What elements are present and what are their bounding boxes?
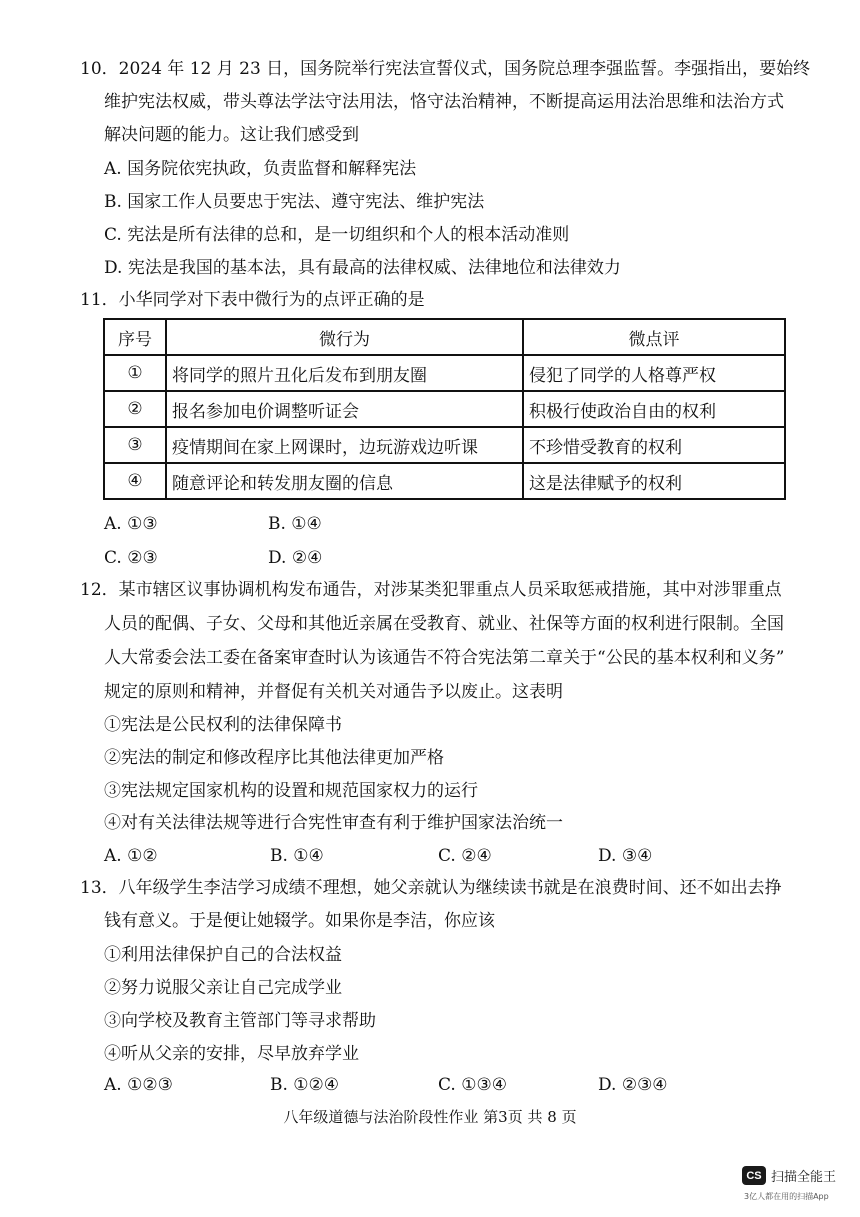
q11-option-c: C. ②③ bbox=[104, 548, 158, 568]
scanner-logo bbox=[742, 1166, 836, 1185]
q12-line-3: 人大常委会法工委在备案审查时认为该通告不符合宪法第二章关于“公民的基本权利和义务” bbox=[104, 648, 785, 668]
q10-line-1: 10．2024 年 12 月 23 日，国务院举行宪法宣誓仪式，国务院总理李强监誓。李强指出，要始终 bbox=[80, 59, 811, 79]
q10-line-2: 维护宪法权威，带头尊法学法守法用法，恪守法治精神，不断提高运用法治思维和法治方式 bbox=[104, 92, 784, 112]
q13-option-b: B. ①②④ bbox=[270, 1075, 340, 1095]
q12-option-a: A. ①② bbox=[104, 846, 158, 866]
q11-option-b: B. ①④ bbox=[268, 514, 322, 534]
table-cell: 报名参加电价调整听证会 bbox=[166, 391, 523, 427]
page-footer: 八年级道德与法治阶段性作业 第3页 共 8 页 bbox=[283, 1108, 577, 1126]
q12-option-c: C. ②④ bbox=[438, 846, 492, 866]
q10-option-c: C. 宪法是所有法律的总和，是一切组织和个人的根本活动准则 bbox=[104, 225, 570, 245]
q12-line-2: 人员的配偶、子女、父母和其他近亲属在受教育、就业、社保等方面的权利进行限制。全国 bbox=[104, 614, 784, 634]
q13-statement-2: ②努力说服父亲让自己完成学业 bbox=[104, 978, 342, 998]
table-cell: 这是法律赋予的权利 bbox=[523, 463, 785, 499]
q13-option-c: C. ①③④ bbox=[438, 1075, 507, 1095]
table-cell: 积极行使政治自由的权利 bbox=[523, 391, 785, 427]
table-cell: ② bbox=[104, 391, 166, 427]
table-cell: 侵犯了同学的人格尊严权 bbox=[523, 355, 785, 391]
table-cell: 将同学的照片丑化后发布到朋友圈 bbox=[166, 355, 523, 391]
table-header: 微行为 bbox=[166, 319, 523, 355]
q12-statement-1: ①宪法是公民权利的法律保障书 bbox=[104, 715, 342, 735]
table-row bbox=[104, 391, 785, 427]
scanner-tagline: 3亿人都在用的扫描App bbox=[744, 1192, 829, 1201]
q11-option-d: D. ②④ bbox=[268, 548, 323, 568]
q12-option-b: B. ①④ bbox=[270, 846, 324, 866]
table-cell: ③ bbox=[104, 427, 166, 463]
table-cell: ④ bbox=[104, 463, 166, 499]
table-cell: ① bbox=[104, 355, 166, 391]
q10-option-a: A. 国务院依宪执政，负责监督和解释宪法 bbox=[104, 159, 417, 179]
scanner-app-name: 扫描全能王 bbox=[771, 1170, 837, 1185]
q10-option-d: D. 宪法是我国的基本法，具有最高的法律权威、法律地位和法律效力 bbox=[104, 258, 621, 278]
table-header: 微点评 bbox=[523, 319, 785, 355]
table-row bbox=[104, 427, 785, 463]
q13-statement-3: ③向学校及教育主管部门等寻求帮助 bbox=[104, 1011, 376, 1031]
q13-statement-4: ④听从父亲的安排，尽早放弃学业 bbox=[104, 1044, 359, 1064]
q10-option-b: B. 国家工作人员要忠于宪法、遵守宪法、维护宪法 bbox=[104, 192, 485, 212]
table-header-row bbox=[104, 319, 785, 355]
table-cell: 不珍惜受教育的权利 bbox=[523, 427, 785, 463]
table-row bbox=[104, 463, 785, 499]
q10-line-3: 解决问题的能力。这让我们感受到 bbox=[104, 125, 359, 145]
q12-option-d: D. ③④ bbox=[598, 846, 653, 866]
q12-line-1: 12．某市辖区议事协调机构发布通告，对涉某类犯罪重点人员采取惩戒措施，其中对涉罪重点 bbox=[80, 580, 782, 600]
q13-option-a: A. ①②③ bbox=[104, 1075, 173, 1095]
q11-stem: 11．小华同学对下表中微行为的点评正确的是 bbox=[80, 290, 425, 310]
table-row bbox=[104, 355, 785, 391]
q12-statement-2: ②宪法的制定和修改程序比其他法律更加严格 bbox=[104, 748, 444, 768]
cs-logo-icon: CS bbox=[742, 1166, 766, 1185]
table-header: 序号 bbox=[104, 319, 166, 355]
q11-option-a: A. ①③ bbox=[104, 514, 158, 534]
q12-statement-4: ④对有关法律法规等进行合宪性审查有利于维护国家法治统一 bbox=[104, 813, 563, 833]
table-cell: 疫情期间在家上网课时，边玩游戏边听课 bbox=[166, 427, 523, 463]
q13-option-d: D. ②③④ bbox=[598, 1075, 668, 1095]
q11-table bbox=[103, 318, 786, 500]
q12-statement-3: ③宪法规定国家机构的设置和规范国家权力的运行 bbox=[104, 781, 478, 801]
q13-line-1: 13．八年级学生李洁学习成绩不理想，她父亲就认为继续读书就是在浪费时间、还不如出去挣 bbox=[80, 878, 782, 898]
table-cell: 随意评论和转发朋友圈的信息 bbox=[166, 463, 523, 499]
q13-line-2: 钱有意义。于是便让她辍学。如果你是李洁，你应该 bbox=[104, 911, 495, 931]
q13-statement-1: ①利用法律保护自己的合法权益 bbox=[104, 945, 342, 965]
q12-line-4: 规定的原则和精神，并督促有关机关对通告予以废止。这表明 bbox=[104, 682, 563, 702]
